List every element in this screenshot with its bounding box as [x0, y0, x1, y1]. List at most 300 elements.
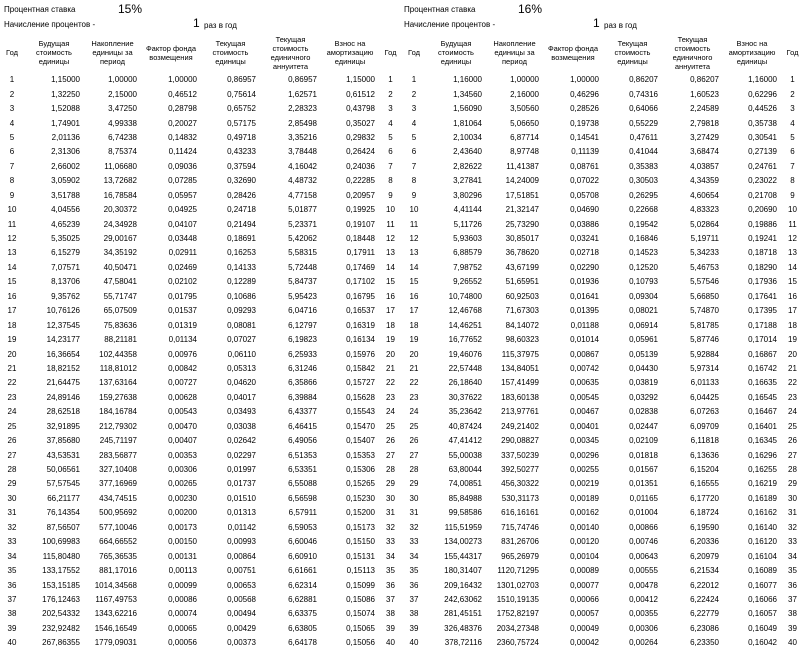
year-cell: 38 [7, 609, 17, 619]
fv-cell: 3,80296 [453, 190, 482, 200]
pv-annuity-cell: 5,72448 [288, 262, 317, 272]
sinking-cell: 0,00057 [570, 609, 599, 619]
accum-cell: 84,14072 [505, 320, 539, 330]
pv-cell: 0,00494 [227, 609, 256, 619]
amort-cell: 0,16867 [748, 349, 777, 359]
year-cell-2: 36 [386, 580, 395, 590]
table-row [0, 290, 402, 304]
table-row [0, 420, 402, 434]
year-cell-2: 22 [788, 378, 797, 388]
year-cell: 36 [409, 580, 419, 590]
year-cell-2: 25 [386, 421, 395, 431]
sinking-cell: 0,00189 [570, 493, 599, 503]
sinking-cell: 0,00628 [168, 392, 197, 402]
pv-annuity-cell: 6,43377 [288, 407, 317, 417]
fv-cell: 2,82622 [453, 161, 482, 171]
sinking-cell: 0,03448 [168, 234, 197, 244]
year-cell: 11 [7, 219, 17, 229]
pv-cell: 0,75614 [227, 89, 256, 99]
pv-cell: 0,05961 [629, 335, 658, 345]
table-row [0, 636, 402, 650]
pv-cell: 0,35383 [629, 161, 658, 171]
year-cell-2: 7 [790, 161, 795, 171]
table-row [402, 376, 804, 390]
year-cell: 2 [9, 89, 15, 99]
fv-cell: 115,51959 [444, 522, 482, 532]
col-year: Год [6, 48, 18, 57]
sinking-cell: 1,00000 [168, 75, 197, 85]
pv-cell: 0,18691 [227, 234, 256, 244]
pv-annuity-cell: 4,77158 [288, 190, 317, 200]
pv-cell: 0,64066 [629, 104, 658, 114]
sinking-cell: 0,02290 [570, 262, 599, 272]
sinking-cell: 0,00099 [168, 580, 197, 590]
accum-cell: 6,74238 [108, 132, 137, 142]
fv-cell: 7,98752 [453, 262, 482, 272]
amort-cell: 0,24761 [748, 161, 777, 171]
fv-cell: 1,81064 [453, 118, 482, 128]
accum-cell: 8,97748 [510, 147, 539, 157]
year-cell: 33 [409, 537, 419, 547]
amort-cell: 0,15842 [346, 363, 375, 373]
pv-cell: 0,30503 [629, 176, 658, 186]
amort-cell: 0,15265 [346, 479, 375, 489]
amort-cell: 0,16537 [346, 306, 375, 316]
year-cell: 17 [7, 306, 17, 316]
sinking-cell: 0,19738 [570, 118, 599, 128]
sinking-cell: 0,07285 [168, 176, 197, 186]
year-cell-2: 5 [388, 132, 393, 142]
year-cell: 9 [9, 190, 15, 200]
year-cell-2: 34 [386, 551, 395, 561]
year-cell-2: 17 [386, 306, 395, 316]
amort-cell: 0,35738 [748, 118, 777, 128]
amort-cell: 0,17641 [748, 291, 777, 301]
table-row [402, 304, 804, 318]
amort-cell: 1,16000 [748, 75, 777, 85]
year-cell-2: 12 [788, 234, 797, 244]
year-cell-2: 19 [788, 335, 797, 345]
year-cell: 22 [409, 378, 419, 388]
sinking-cell: 0,00049 [570, 623, 599, 633]
fv-cell: 7,07571 [51, 262, 80, 272]
sinking-cell: 0,05957 [168, 190, 197, 200]
accum-cell: 2034,27348 [496, 623, 539, 633]
accum-cell: 25,73290 [505, 219, 539, 229]
rate-value: 16% [518, 2, 543, 16]
fv-cell: 8,13706 [51, 277, 80, 287]
fv-cell: 209,16432 [444, 580, 482, 590]
amort-cell: 0,26424 [346, 147, 375, 157]
pv-cell: 0,10686 [227, 291, 256, 301]
fv-cell: 4,65239 [51, 219, 80, 229]
pv-cell: 0,01997 [227, 465, 256, 475]
pv-annuity-cell: 5,87746 [690, 335, 719, 345]
year-cell: 2 [411, 89, 417, 99]
accum-cell: 24,34928 [103, 219, 137, 229]
fv-cell: 10,76126 [46, 306, 80, 316]
table-row [402, 232, 804, 246]
sinking-cell: 0,07022 [570, 176, 599, 186]
year-cell-2: 33 [788, 537, 797, 547]
amort-cell: 0,16189 [748, 493, 777, 503]
table-row [0, 87, 402, 101]
amort-cell: 0,15628 [346, 392, 375, 402]
sinking-cell: 0,05708 [570, 190, 599, 200]
accum-cell: 377,16969 [99, 479, 137, 489]
pv-annuity-cell: 5,58315 [288, 248, 317, 258]
table-row [402, 506, 804, 520]
pv-annuity-cell: 4,03857 [690, 161, 719, 171]
fv-cell: 40,87424 [448, 421, 482, 431]
fv-cell: 74,00851 [448, 479, 482, 489]
pv-annuity-cell: 6,04716 [288, 306, 317, 316]
sinking-cell: 0,00470 [168, 421, 197, 431]
year-cell-2: 1 [790, 75, 795, 85]
accum-cell: 2,16000 [510, 89, 539, 99]
accum-cell: 765,36535 [99, 551, 137, 561]
table-row [0, 405, 402, 419]
pv-cell: 0,41044 [629, 147, 658, 157]
fv-cell: 155,44317 [444, 551, 482, 561]
accum-cell: 183,60138 [501, 392, 539, 402]
year-cell-2: 28 [788, 465, 797, 475]
accum-cell: 2360,75724 [496, 638, 539, 648]
year-cell-2: 3 [790, 104, 795, 114]
table-body [402, 73, 804, 651]
pv-cell: 0,86957 [227, 75, 256, 85]
pv-annuity-cell: 6,57911 [288, 508, 317, 518]
table-row [0, 174, 402, 188]
sinking-cell: 0,00255 [570, 465, 599, 475]
col-year-2: Год [786, 48, 799, 57]
col-accum: Накопление единицы за период [91, 39, 134, 66]
fv-cell: 14,23177 [46, 335, 80, 345]
pv-cell: 0,01004 [629, 508, 658, 518]
sinking-cell: 0,46512 [168, 89, 197, 99]
fv-cell: 3,05902 [51, 176, 80, 186]
year-cell-2: 19 [386, 335, 395, 345]
accum-cell: 456,30322 [501, 479, 539, 489]
accum-cell: 881,17016 [99, 566, 137, 576]
pv-cell: 0,47611 [629, 132, 658, 142]
table-row [402, 347, 804, 361]
pv-annuity-cell: 5,23371 [288, 219, 317, 229]
year-cell: 1 [9, 75, 15, 85]
fv-cell: 232,92482 [42, 623, 80, 633]
amort-cell: 0,16319 [346, 320, 375, 330]
fv-cell: 134,00273 [444, 537, 482, 547]
pv-cell: 0,03292 [629, 392, 658, 402]
year-cell-2: 24 [386, 407, 395, 417]
sinking-cell: 0,00296 [570, 450, 599, 460]
year-cell-2: 18 [788, 320, 797, 330]
per-year-label: раз в год [204, 21, 237, 30]
amort-cell: 0,17102 [346, 277, 375, 287]
accum-cell: 159,27638 [99, 392, 137, 402]
pv-annuity-cell: 0,86957 [288, 75, 317, 85]
year-cell: 34 [409, 551, 419, 561]
sinking-cell: 0,00265 [168, 479, 197, 489]
sinking-cell: 0,00230 [168, 493, 197, 503]
col-year-2: Год [384, 48, 397, 57]
year-cell-2: 31 [788, 508, 797, 518]
table-row [0, 593, 402, 607]
amort-cell: 0,15099 [346, 580, 375, 590]
year-cell: 31 [7, 508, 17, 518]
fv-cell: 66,21177 [47, 493, 80, 503]
year-cell: 10 [409, 205, 419, 215]
pv-cell: 0,07027 [227, 335, 256, 345]
fv-cell: 2,01136 [51, 132, 80, 142]
year-cell: 21 [7, 363, 17, 373]
table-row [402, 492, 804, 506]
table-row [402, 217, 804, 231]
fv-cell: 153,15185 [42, 580, 80, 590]
pv-annuity-cell: 5,81785 [690, 320, 719, 330]
accum-cell: 65,07509 [103, 306, 137, 316]
table-row [402, 564, 804, 578]
col-amort: Взнос на амортизацию единицы [728, 39, 776, 66]
table-row [0, 189, 402, 203]
amort-cell: 0,17014 [748, 335, 777, 345]
amort-cell: 0,30541 [748, 132, 777, 142]
accum-cell: 60,92503 [505, 291, 539, 301]
sinking-cell: 0,00200 [168, 508, 197, 518]
pv-annuity-cell: 6,21534 [690, 566, 719, 576]
sinking-cell: 0,04925 [168, 205, 197, 215]
fv-cell: 5,93603 [453, 234, 482, 244]
fv-cell: 12,37545 [46, 320, 80, 330]
pv-annuity-cell: 6,12797 [288, 320, 317, 330]
pv-annuity-cell: 6,23350 [690, 638, 719, 648]
year-cell: 14 [7, 262, 17, 272]
table-row [402, 73, 804, 87]
table-row [0, 131, 402, 145]
pv-annuity-cell: 6,23086 [690, 623, 719, 633]
col-year: Год [408, 48, 420, 57]
table-row [402, 160, 804, 174]
year-cell-2: 30 [788, 493, 797, 503]
year-cell: 23 [409, 392, 419, 402]
fv-cell: 12,46768 [448, 306, 482, 316]
pv-annuity-cell: 6,46415 [288, 421, 317, 431]
table-row [0, 607, 402, 621]
pv-cell: 0,49718 [227, 132, 256, 142]
year-cell: 21 [409, 363, 419, 373]
year-cell-2: 5 [790, 132, 795, 142]
pv-annuity-cell: 3,35216 [288, 132, 317, 142]
amort-cell: 0,15131 [346, 551, 375, 561]
pv-annuity-cell: 5,95423 [288, 291, 317, 301]
amort-cell: 0,15470 [346, 421, 375, 431]
year-cell-2: 11 [788, 219, 797, 229]
sinking-cell: 0,00842 [168, 363, 197, 373]
year-cell: 35 [409, 566, 419, 576]
sinking-cell: 0,00353 [168, 450, 197, 460]
pv-cell: 0,19542 [629, 219, 658, 229]
accum-cell: 1752,82197 [496, 609, 539, 619]
amort-cell: 0,16401 [748, 421, 777, 431]
year-cell: 3 [9, 104, 15, 114]
pv-annuity-cell: 6,51353 [288, 450, 317, 460]
table-row [402, 318, 804, 332]
year-cell: 34 [7, 551, 17, 561]
col-pv: Текущая стоимость единицы [614, 39, 651, 66]
fv-cell: 50,06561 [46, 465, 80, 475]
year-cell: 40 [7, 638, 17, 648]
rate-value: 15% [118, 2, 143, 16]
pv-cell: 0,03493 [227, 407, 256, 417]
amort-cell: 0,17188 [748, 320, 777, 330]
year-cell: 12 [409, 234, 419, 244]
accum-cell: 43,67199 [505, 262, 539, 272]
pv-annuity-cell: 5,02864 [690, 219, 719, 229]
amort-cell: 0,15727 [346, 378, 375, 388]
accum-cell: 118,81012 [99, 363, 137, 373]
accum-cell: 157,41499 [501, 378, 539, 388]
accum-cell: 11,06680 [104, 161, 137, 171]
pv-annuity-cell: 6,49056 [288, 436, 317, 446]
fv-cell: 2,43640 [453, 147, 482, 157]
table-row [402, 405, 804, 419]
pv-annuity-cell: 6,19823 [288, 335, 317, 345]
fv-cell: 4,04556 [51, 205, 80, 215]
accum-cell: 3,47250 [108, 104, 137, 114]
accum-cell: 134,84051 [501, 363, 539, 373]
pv-cell: 0,14133 [227, 262, 256, 272]
year-cell-2: 29 [386, 479, 395, 489]
pv-annuity-cell: 6,60046 [288, 537, 317, 547]
year-cell-2: 26 [788, 436, 797, 446]
table-row [402, 362, 804, 376]
accum-cell: 3,50560 [510, 104, 539, 114]
sinking-cell: 0,00543 [168, 407, 197, 417]
year-cell: 15 [7, 277, 17, 287]
col-sinking: Фактор фонда возмещения [145, 43, 197, 62]
amort-cell: 0,16795 [346, 291, 375, 301]
year-cell-2: 2 [790, 89, 795, 99]
sinking-cell: 0,00042 [570, 638, 599, 648]
col-pv: Текущая стоимость единицы [212, 39, 249, 66]
accum-cell: 88,21181 [104, 335, 137, 345]
fv-cell: 242,63062 [444, 594, 482, 604]
pv-cell: 0,08021 [629, 306, 658, 316]
accum-cell: 1546,16549 [94, 623, 137, 633]
pv-annuity-cell: 3,78448 [288, 147, 317, 157]
pv-annuity-cell: 1,62571 [288, 89, 317, 99]
year-cell: 32 [7, 522, 17, 532]
year-cell: 33 [7, 537, 17, 547]
amort-cell: 0,21708 [748, 190, 777, 200]
fv-cell: 9,26552 [453, 277, 482, 287]
accum-cell: 577,10046 [99, 522, 137, 532]
table-row [402, 290, 804, 304]
header-row [0, 32, 402, 73]
accum-cell: 8,75374 [108, 147, 137, 157]
table-row [0, 448, 402, 462]
accum-cell: 1167,49753 [95, 594, 137, 604]
accrual-times: 1 [193, 16, 200, 30]
pv-annuity-cell: 6,62881 [288, 594, 317, 604]
sinking-cell: 0,00467 [570, 407, 599, 417]
accum-cell: 530,31173 [501, 493, 539, 503]
year-cell-2: 33 [386, 537, 395, 547]
table-row [0, 102, 402, 116]
pv-annuity-cell: 6,64178 [288, 638, 317, 648]
table-row [402, 535, 804, 549]
amort-cell: 0,16742 [748, 363, 777, 373]
table-row [0, 275, 402, 289]
table-block-15 [0, 0, 402, 648]
sinking-cell: 0,00065 [168, 623, 197, 633]
pv-cell: 0,00373 [227, 638, 256, 648]
sinking-cell: 0,00545 [570, 392, 599, 402]
sinking-cell: 0,00976 [168, 349, 197, 359]
year-cell: 25 [7, 421, 17, 431]
table-row [402, 333, 804, 347]
table-row [0, 217, 402, 231]
year-cell: 36 [7, 580, 17, 590]
pv-annuity-cell: 6,22012 [690, 580, 719, 590]
fv-cell: 133,17552 [42, 566, 80, 576]
pv-annuity-cell: 1,60523 [690, 89, 719, 99]
pv-cell: 0,86207 [629, 75, 658, 85]
amort-cell: 0,18290 [748, 262, 777, 272]
pv-cell: 0,00866 [629, 522, 658, 532]
year-cell-2: 39 [788, 623, 797, 633]
year-cell: 13 [409, 248, 419, 258]
year-cell: 1 [411, 75, 417, 85]
year-cell: 26 [409, 436, 419, 446]
accum-cell: 1779,09031 [94, 638, 137, 648]
pv-annuity-cell: 6,04425 [690, 392, 719, 402]
pv-cell: 0,00746 [629, 537, 658, 547]
fv-cell: 85,84988 [448, 493, 482, 503]
year-cell-2: 20 [386, 349, 395, 359]
sinking-cell: 0,00306 [168, 465, 197, 475]
fv-cell: 9,35762 [51, 291, 80, 301]
pv-cell: 0,12520 [629, 262, 658, 272]
pv-cell: 0,06110 [227, 349, 256, 359]
pv-cell: 0,16846 [629, 234, 658, 244]
amort-cell: 0,19925 [346, 205, 375, 215]
pv-cell: 0,28426 [227, 190, 256, 200]
pv-cell: 0,04017 [227, 392, 256, 402]
year-cell: 3 [411, 104, 417, 114]
fv-cell: 1,52088 [51, 104, 80, 114]
fv-cell: 26,18640 [448, 378, 482, 388]
fv-cell: 1,56090 [453, 104, 482, 114]
fv-cell: 1,16000 [453, 75, 482, 85]
year-cell: 23 [7, 392, 17, 402]
pv-annuity-cell: 5,57546 [690, 277, 719, 287]
year-cell: 28 [409, 465, 419, 475]
sinking-cell: 0,11424 [168, 147, 197, 157]
year-cell: 4 [9, 118, 15, 128]
col-fv: Будущая стоимость единицы [438, 39, 474, 66]
table-row [402, 593, 804, 607]
fv-cell: 5,11726 [453, 219, 482, 229]
sinking-cell: 0,00113 [168, 566, 197, 576]
pv-annuity-cell: 5,34233 [690, 248, 719, 258]
amort-cell: 0,16255 [748, 465, 777, 475]
pv-annuity-cell: 6,17720 [690, 493, 719, 503]
sinking-cell: 0,00074 [168, 609, 197, 619]
year-cell-2: 38 [386, 609, 395, 619]
sinking-cell: 0,28526 [570, 104, 599, 114]
table-row [0, 521, 402, 535]
